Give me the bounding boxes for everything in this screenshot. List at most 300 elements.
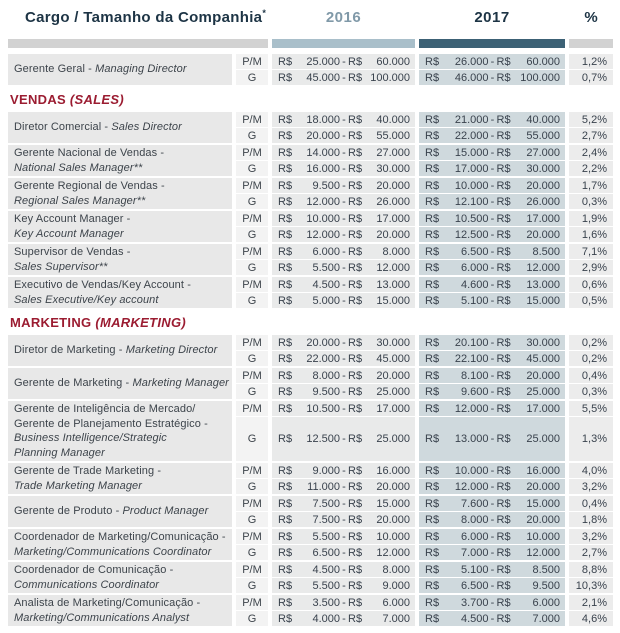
range-dash: - — [342, 402, 346, 415]
salary-min: 12.000 — [306, 228, 340, 241]
job-row-block — [8, 178, 613, 209]
currency-symbol: R$ — [425, 212, 440, 225]
job-row-block — [8, 401, 613, 461]
salary-max: 25.000 — [526, 433, 560, 445]
range-dash: - — [342, 612, 346, 625]
salary-max: 25.000 — [376, 385, 410, 398]
salary-min: 4.500 — [312, 563, 340, 576]
salary-min: 8.000 — [312, 369, 340, 382]
job-row-block — [8, 244, 613, 275]
salary-max: 9.500 — [532, 579, 560, 592]
currency-symbol: R$ — [278, 55, 293, 68]
currency-symbol: R$ — [348, 563, 363, 576]
range-dash: - — [490, 464, 495, 477]
salary-range-2017 — [419, 479, 565, 494]
range-dash: - — [490, 55, 495, 68]
job-title-text: Gerente Geral - — [14, 63, 96, 76]
salary-range-2017 — [419, 54, 565, 69]
salary-max: 12.000 — [376, 261, 410, 274]
salary-min: 6.000 — [460, 261, 489, 274]
job-title — [8, 145, 232, 176]
salary-range-2016 — [272, 512, 415, 527]
salary-min: 4.500 — [312, 278, 340, 291]
salary-min: 7.500 — [312, 513, 340, 526]
percent-column — [569, 112, 613, 143]
range-dash: - — [490, 195, 495, 208]
section-heading — [10, 92, 613, 107]
band-segment-percent — [569, 39, 613, 48]
currency-symbol: R$ — [425, 497, 440, 510]
range-dash: - — [342, 497, 346, 510]
currency-symbol: R$ — [348, 336, 363, 349]
band-segment-2016 — [272, 39, 415, 48]
salary-max: 12.000 — [526, 261, 560, 274]
company-size-column — [236, 496, 268, 527]
salary-min: 7.600 — [460, 497, 489, 510]
salary-min: 6.500 — [312, 546, 340, 559]
company-size-label: G — [236, 545, 268, 560]
company-size-label: G — [236, 479, 268, 494]
percent-change: 1,8% — [569, 512, 613, 527]
salary-max: 8.500 — [532, 245, 560, 258]
range-dash: - — [490, 402, 495, 415]
range-dash: - — [490, 146, 495, 159]
currency-symbol: R$ — [348, 464, 363, 477]
salary-max: 8.000 — [382, 245, 410, 258]
job-row-block — [8, 54, 613, 85]
salary-max: 15.000 — [376, 497, 410, 510]
company-size-column — [236, 595, 268, 626]
company-size-label: G — [236, 70, 268, 85]
currency-symbol: R$ — [348, 129, 363, 142]
currency-symbol: R$ — [278, 464, 293, 477]
range-dash: - — [342, 71, 346, 84]
table-header — [8, 8, 613, 26]
currency-symbol: R$ — [496, 369, 511, 382]
range-dash: - — [490, 612, 495, 625]
currency-symbol: R$ — [348, 385, 363, 398]
range-dash: - — [342, 385, 346, 398]
job-title-line — [14, 212, 230, 227]
job-row-block — [8, 335, 613, 366]
currency-symbol: R$ — [278, 513, 293, 526]
salary-min: 20.000 — [306, 129, 340, 142]
column-header-position — [8, 8, 268, 26]
company-size-label: P/M — [236, 368, 268, 383]
company-size-label: P/M — [236, 496, 268, 511]
salary-min: 10.500 — [454, 212, 489, 225]
salary-max: 20.000 — [376, 513, 410, 526]
salary-min: 5.500 — [312, 530, 340, 543]
salary-2016-column — [272, 368, 415, 399]
salary-min: 8.100 — [460, 369, 489, 382]
job-title-translation: Planning Manager — [14, 446, 105, 459]
range-dash: - — [342, 195, 346, 208]
currency-symbol: R$ — [425, 261, 440, 274]
salary-2017-column — [419, 463, 565, 494]
company-size-column — [236, 244, 268, 275]
salary-max: 10.000 — [526, 530, 560, 543]
currency-symbol: R$ — [496, 212, 511, 225]
range-dash: - — [490, 113, 495, 126]
salary-max: 7.000 — [532, 612, 560, 625]
salary-max: 8.500 — [532, 563, 560, 576]
currency-symbol: R$ — [496, 464, 511, 477]
percent-change: 2,1% — [569, 595, 613, 610]
currency-symbol: R$ — [425, 55, 440, 68]
percent-change: 1,6% — [569, 227, 613, 242]
column-header-2016: 2016 — [325, 9, 362, 26]
job-title — [8, 595, 232, 626]
percent-column — [569, 244, 613, 275]
salary-2017-column — [419, 496, 565, 527]
salary-min: 18.000 — [306, 113, 340, 126]
salary-max: 15.000 — [526, 497, 560, 510]
salary-range-2016 — [272, 227, 415, 242]
currency-symbol: R$ — [278, 71, 293, 84]
salary-2016-column — [272, 145, 415, 176]
job-title-line — [14, 120, 230, 135]
currency-symbol: R$ — [425, 530, 440, 543]
currency-symbol: R$ — [278, 162, 293, 175]
salary-range-2017 — [419, 611, 565, 626]
salary-min: 5.100 — [460, 294, 489, 307]
currency-symbol: R$ — [278, 579, 293, 592]
salary-range-2016 — [272, 529, 415, 544]
percent-column — [569, 496, 613, 527]
range-dash: - — [342, 212, 346, 225]
currency-symbol: R$ — [496, 530, 511, 543]
salary-min: 10.000 — [306, 212, 340, 225]
salary-max: 100.000 — [370, 71, 410, 84]
job-title-line — [14, 563, 230, 578]
job-row-block — [8, 211, 613, 242]
salary-range-2016 — [272, 611, 415, 626]
salary-range-2016 — [272, 417, 415, 461]
currency-symbol: R$ — [496, 278, 511, 291]
salary-max: 20.000 — [526, 179, 560, 192]
range-dash: - — [342, 55, 346, 68]
currency-symbol: R$ — [278, 245, 293, 258]
range-dash: - — [342, 278, 346, 291]
job-title-line — [14, 343, 230, 358]
company-size-column — [236, 529, 268, 560]
currency-symbol: R$ — [496, 294, 511, 307]
currency-symbol: R$ — [425, 464, 440, 477]
salary-min: 12.000 — [454, 480, 489, 493]
salary-max: 16.000 — [526, 464, 560, 477]
range-dash: - — [342, 228, 346, 241]
percent-change: 1,3% — [569, 417, 613, 461]
salary-max: 100.000 — [520, 71, 560, 84]
currency-symbol: R$ — [278, 433, 293, 445]
currency-symbol: R$ — [496, 245, 511, 258]
job-title-line — [14, 194, 230, 209]
salary-min: 7.000 — [460, 546, 489, 559]
salary-min: 11.000 — [307, 480, 340, 493]
percent-change: 7,1% — [569, 244, 613, 259]
currency-symbol: R$ — [425, 162, 440, 175]
job-title-translation: Trade Marketing Manager — [14, 479, 143, 492]
salary-range-2016 — [272, 277, 415, 292]
salary-min: 10.000 — [454, 464, 489, 477]
percent-change: 1,7% — [569, 178, 613, 193]
column-header-percent: % — [584, 9, 598, 26]
job-title — [8, 401, 232, 461]
company-size-column — [236, 54, 268, 85]
salary-range-2016 — [272, 112, 415, 127]
salary-max: 55.000 — [526, 129, 560, 142]
range-dash: - — [490, 71, 495, 84]
currency-symbol: R$ — [425, 179, 440, 192]
salary-range-2016 — [272, 401, 415, 416]
salary-min: 25.000 — [306, 55, 340, 68]
salary-max: 60.000 — [376, 55, 410, 68]
range-dash: - — [342, 480, 346, 493]
percent-change: 0,7% — [569, 70, 613, 85]
job-title-text: Analista de Marketing/Comunicação - — [14, 597, 201, 609]
salary-max: 13.000 — [526, 278, 560, 291]
currency-symbol: R$ — [278, 497, 293, 510]
currency-symbol: R$ — [425, 546, 440, 559]
job-title-text: Diretor Comercial - — [14, 121, 112, 134]
section-heading — [10, 315, 613, 330]
salary-min: 12.000 — [454, 402, 489, 415]
company-size-label: G — [236, 611, 268, 626]
salary-range-2017 — [419, 277, 565, 292]
salary-min: 16.000 — [306, 162, 340, 175]
salary-max: 30.000 — [376, 336, 410, 349]
company-size-column — [236, 562, 268, 593]
job-title — [8, 178, 232, 209]
currency-symbol: R$ — [496, 162, 511, 175]
range-dash: - — [342, 245, 346, 258]
range-dash: - — [342, 162, 346, 175]
range-dash: - — [490, 530, 495, 543]
job-title-line — [14, 417, 230, 432]
salary-min: 3.700 — [460, 596, 489, 609]
salary-min: 6.500 — [460, 245, 489, 258]
range-dash: - — [490, 245, 495, 258]
currency-symbol: R$ — [496, 563, 511, 576]
salary-2016-column — [272, 112, 415, 143]
currency-symbol: R$ — [348, 612, 363, 625]
currency-symbol: R$ — [278, 228, 293, 241]
salary-2016-column — [272, 178, 415, 209]
currency-symbol: R$ — [278, 352, 293, 365]
header-color-band — [8, 39, 613, 48]
job-title-text: Executivo de Vendas/Key Account - — [14, 279, 191, 291]
salary-2016-column — [272, 54, 415, 85]
percent-column — [569, 54, 613, 85]
band-segment-position — [8, 39, 268, 48]
job-title-translation: Marketing/Communications Analyst — [14, 611, 190, 624]
range-dash: - — [342, 369, 346, 382]
currency-symbol: R$ — [348, 294, 363, 307]
percent-column — [569, 277, 613, 308]
salary-min: 10.000 — [454, 179, 489, 192]
salary-min: 22.000 — [454, 129, 489, 142]
job-title-text: Supervisor de Vendas - — [14, 246, 131, 258]
currency-symbol: R$ — [348, 113, 363, 126]
salary-min: 5.100 — [460, 563, 489, 576]
currency-symbol: R$ — [278, 113, 293, 126]
salary-range-2016 — [272, 194, 415, 209]
salary-range-2016 — [272, 335, 415, 350]
job-title — [8, 277, 232, 308]
percent-change: 3,2% — [569, 479, 613, 494]
currency-symbol: R$ — [348, 369, 363, 382]
range-dash: - — [490, 228, 495, 241]
salary-2016-column — [272, 463, 415, 494]
range-dash: - — [342, 579, 346, 592]
salary-max: 20.000 — [526, 228, 560, 241]
currency-symbol: R$ — [278, 278, 293, 291]
salary-2016-column — [272, 496, 415, 527]
salary-range-2017 — [419, 463, 565, 478]
range-dash: - — [490, 480, 495, 493]
band-segment-2017 — [419, 39, 565, 48]
salary-2016-column — [272, 277, 415, 308]
percent-column — [569, 335, 613, 366]
job-title-text: Gerente de Trade Marketing - — [14, 465, 162, 477]
currency-symbol: R$ — [425, 245, 440, 258]
salary-range-2017 — [419, 496, 565, 511]
currency-symbol: R$ — [278, 546, 293, 559]
salary-min: 20.000 — [306, 336, 340, 349]
company-size-column — [236, 178, 268, 209]
company-size-column — [236, 277, 268, 308]
salary-range-2016 — [272, 479, 415, 494]
range-dash: - — [490, 513, 495, 526]
salary-max: 40.000 — [526, 113, 560, 126]
currency-symbol: R$ — [348, 146, 363, 159]
salary-min: 4.600 — [460, 278, 489, 291]
salary-max: 27.000 — [526, 146, 560, 159]
currency-symbol: R$ — [348, 179, 363, 192]
currency-symbol: R$ — [348, 579, 363, 592]
range-dash: - — [490, 433, 495, 445]
salary-range-2017 — [419, 161, 565, 176]
salary-min: 12.500 — [454, 228, 489, 241]
percent-change: 0,5% — [569, 293, 613, 308]
percent-change: 0,3% — [569, 194, 613, 209]
salary-min: 22.100 — [454, 352, 489, 365]
salary-max: 60.000 — [526, 55, 560, 68]
salary-max: 17.000 — [526, 212, 560, 225]
job-title-line — [14, 479, 230, 494]
salary-max: 15.000 — [376, 294, 410, 307]
salary-range-2016 — [272, 578, 415, 593]
currency-symbol: R$ — [425, 294, 440, 307]
salary-max: 26.000 — [526, 195, 560, 208]
currency-symbol: R$ — [496, 385, 511, 398]
currency-symbol: R$ — [278, 596, 293, 609]
job-row-block — [8, 368, 613, 399]
percent-change: 0,6% — [569, 277, 613, 292]
currency-symbol: R$ — [496, 480, 511, 493]
salary-range-2017 — [419, 595, 565, 610]
salary-max: 30.000 — [376, 162, 410, 175]
job-title-text: Key Account Manager - — [14, 213, 131, 225]
percent-column — [569, 401, 613, 461]
job-title — [8, 54, 232, 85]
table-body — [8, 54, 613, 626]
company-size-label: P/M — [236, 401, 268, 416]
salary-min: 45.000 — [306, 71, 340, 84]
range-dash: - — [490, 336, 495, 349]
currency-symbol: R$ — [348, 228, 363, 241]
range-dash: - — [490, 352, 495, 365]
salary-min: 4.500 — [460, 612, 489, 625]
job-title-line — [14, 402, 230, 417]
company-size-label: G — [236, 417, 268, 461]
salary-min: 4.000 — [312, 612, 340, 625]
range-dash: - — [490, 497, 495, 510]
percent-change: 1,2% — [569, 54, 613, 69]
salary-max: 8.000 — [382, 563, 410, 576]
job-title-text: Gerente Regional de Vendas - — [14, 180, 165, 192]
job-title-translation: Marketing/Communications Coordinator — [14, 545, 212, 558]
company-size-label: G — [236, 578, 268, 593]
job-title-line — [14, 530, 230, 545]
currency-symbol: R$ — [348, 195, 363, 208]
currency-symbol: R$ — [496, 579, 511, 592]
currency-symbol: R$ — [348, 55, 363, 68]
percent-change: 5,2% — [569, 112, 613, 127]
percent-change: 2,2% — [569, 161, 613, 176]
salary-2016-column — [272, 335, 415, 366]
currency-symbol: R$ — [278, 261, 293, 274]
job-title-translation: Marketing Director — [125, 344, 218, 357]
range-dash: - — [342, 433, 346, 445]
salary-range-2016 — [272, 244, 415, 259]
currency-symbol: R$ — [425, 71, 440, 84]
percent-change: 0,2% — [569, 351, 613, 366]
salary-max: 6.000 — [532, 596, 560, 609]
salary-range-2017 — [419, 512, 565, 527]
range-dash: - — [342, 563, 346, 576]
salary-range-2016 — [272, 161, 415, 176]
salary-2016-column — [272, 244, 415, 275]
currency-symbol: R$ — [348, 212, 363, 225]
currency-symbol: R$ — [425, 596, 440, 609]
salary-range-2016 — [272, 496, 415, 511]
currency-symbol: R$ — [348, 497, 363, 510]
section-heading-label: MARKETING — [10, 315, 96, 330]
job-title-text: Diretor de Marketing - — [14, 344, 126, 357]
percent-change: 2,7% — [569, 545, 613, 560]
job-title-line — [14, 278, 230, 293]
salary-min: 10.500 — [306, 402, 340, 415]
percent-change: 8,8% — [569, 562, 613, 577]
range-dash: - — [490, 294, 495, 307]
currency-symbol: R$ — [348, 162, 363, 175]
salary-range-2016 — [272, 178, 415, 193]
salary-min: 20.100 — [454, 336, 489, 349]
salary-2017-column — [419, 178, 565, 209]
salary-min: 5.000 — [312, 294, 340, 307]
company-size-column — [236, 368, 268, 399]
range-dash: - — [490, 579, 495, 592]
currency-symbol: R$ — [425, 195, 440, 208]
job-title-line — [14, 260, 230, 275]
company-size-label: P/M — [236, 277, 268, 292]
salary-range-2017 — [419, 351, 565, 366]
job-title-translation: Communications Coordinator — [14, 578, 160, 591]
job-row-block — [8, 496, 613, 527]
section-heading-translation: (MARKETING) — [95, 315, 187, 330]
